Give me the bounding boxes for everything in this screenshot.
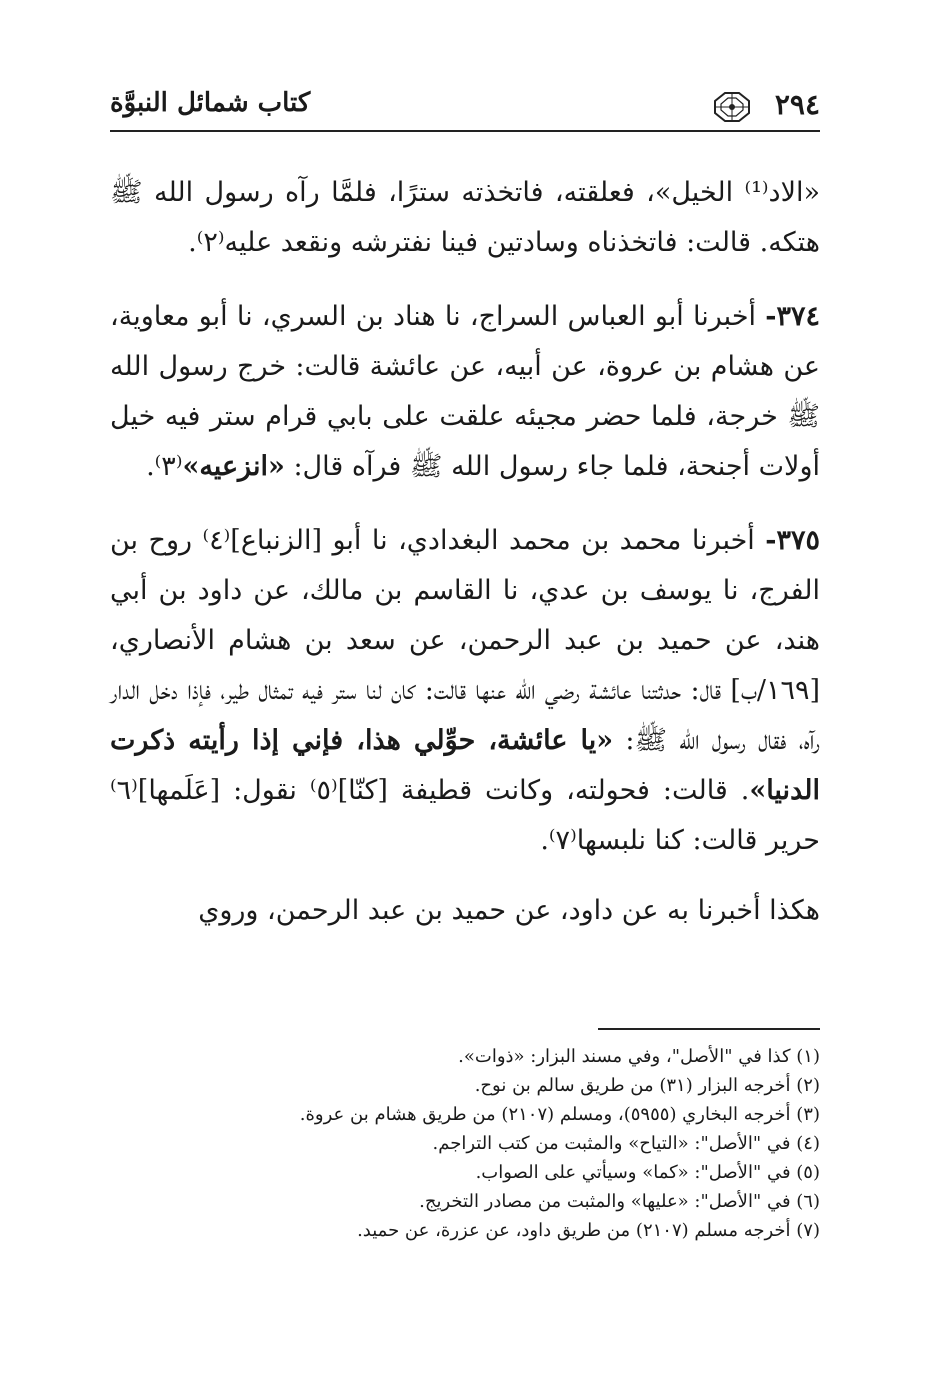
- footnotes: [110, 1042, 820, 1245]
- footnote-6: (٦) في "الأصل": «عليها» والمثبت من مصادر التخريج.: [419, 1191, 820, 1212]
- octagon-ornament-icon: [714, 92, 750, 122]
- footnote-divider: [598, 1028, 820, 1030]
- footnote-7: (٧) أخرجه مسلم (٢١٠٧) من طريق داود، عن عزرة، عن حميد.: [357, 1220, 820, 1241]
- hadith-end: . قالت: فحولته، وكانت قطيفة [كنّا]⁽٥⁾ نقول: [عَلَمها]⁽٦⁾ حرير قالت: كنا نلبسها⁽٧⁾.: [110, 775, 820, 856]
- footnote-1: (١) كذا في "الأصل"، وفي مسند البزار: «ذوات».: [458, 1046, 820, 1067]
- main-text: [110, 168, 820, 936]
- hadith-number: ٣٧٤-: [765, 301, 820, 332]
- footnote-3: (٣) أخرجه البخاري (٥٩٥٥)، ومسلم (٢١٠٧) من طريق هشام بن عروة.: [299, 1104, 820, 1125]
- footnote-4: (٤) في "الأصل": «التياح» والمثبت من كتب التراجم.: [432, 1133, 820, 1154]
- prophet-quote: «يا عائشة، حوِّلي هذا، فإني إذا رأيته ذكرت الدنيا»: [110, 725, 820, 806]
- hadith-text: أخبرنا أبو العباس السراج، نا هناد بن السري، نا أبو معاوية، عن هشام بن عروة، عن أبيه، عن عائشة قالت: خرج رسول الله ﷺ خرجة، فلما حضر مجيئه علقت على بابي قرام ستر فيه خيل أولات أجنحة، فلما جاء رسول الله ﷺ فرآه قال:: [110, 301, 820, 482]
- book-title: كتاب شمائل النبوَّة: [110, 88, 311, 118]
- paragraph-closing: هكذا أخبرنا به عن داود، عن حميد بن عبد الرحمن، وروي: [198, 895, 820, 926]
- page-header: [110, 88, 820, 132]
- hadith-text: أخبرنا محمد بن محمد البغدادي، نا أبو [الزنباع]⁽٤⁾ روح بن الفرج، نا يوسف بن عدي، نا القاسم بن مالك، عن داود بن أبي هند، عن حميد بن عبد الرحمن، عن سعد بن هشام الأنصاري، [١٦٩/ب] قال: حدثتنا عائشة رضي الله عنها قالت: كان لنا ستر فيه تمثال طير، فإذا دخل الدار رآه، فقال رسول الله ﷺ:: [110, 525, 820, 756]
- prophet-quote: «انزعيه»: [182, 451, 285, 482]
- hadith-375: [110, 516, 820, 866]
- paragraph-continuation: «الاد⁽¹⁾ الخيل»، فعلقته، فاتخذته سترًا، فلمَّا رآه رسول الله ﷺ هتكه. قالت: فاتخذناه وسادتين فينا نفترشه ونقعد عليه⁽٢⁾.: [110, 177, 820, 258]
- footnote-2: (٢) أخرجه البزار (٣١) من طريق سالم بن نوح.: [474, 1075, 820, 1096]
- hadith-number: ٣٧٥-: [765, 525, 820, 556]
- hadith-374: [110, 292, 820, 492]
- hadith-end: ⁽٣⁾.: [146, 451, 183, 482]
- page-number: ٢٩٤: [774, 88, 820, 121]
- footnote-5: (٥) في "الأصل": «كما» وسيأتي على الصواب.: [475, 1162, 820, 1183]
